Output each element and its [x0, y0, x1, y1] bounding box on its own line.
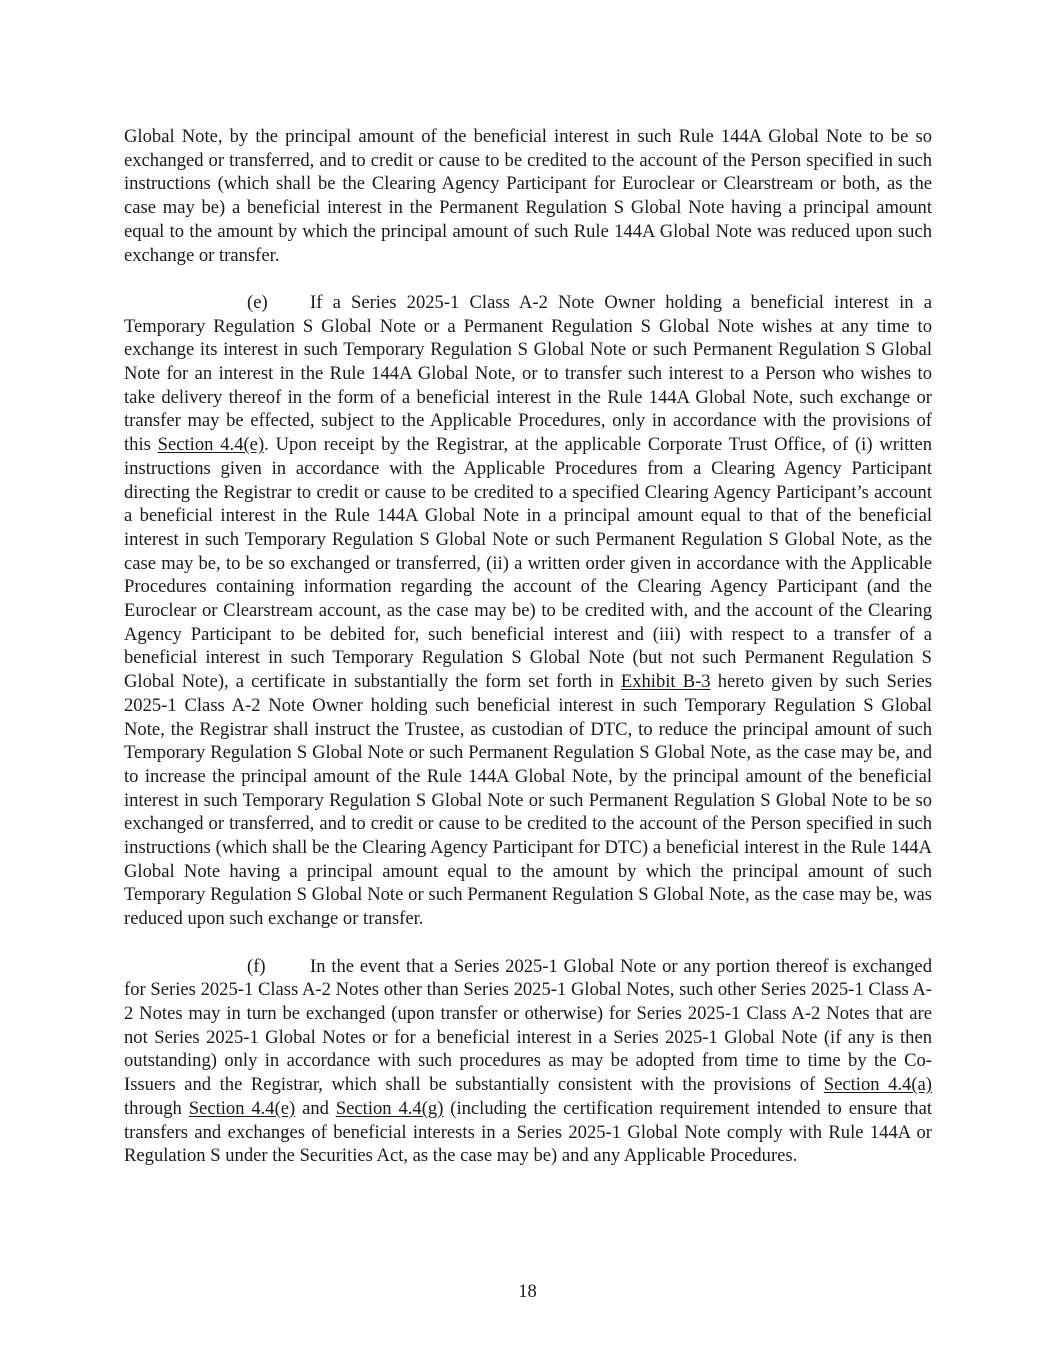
section-reference-4-4-g: Section 4.4(g) — [335, 1097, 444, 1119]
paragraph-e — [124, 291, 932, 931]
paragraph-text: through — [124, 1097, 189, 1119]
clause-label-e: (e) — [247, 291, 268, 313]
paragraph-text: If a Series 2025-1 Class A-2 Note Owner holding a beneficial interest in a Temporary Regulation S Global Note or a Permanent Regulation S Global Note wishes at any time to exchange its interest in such Temporary Regulation S Global Note or such Permanent Regulation S Global Note for an interest in the Rule 144A Global Note, or to transfer such interest to a Person who wishes to take delivery thereof in the form of a beneficial interest in the Rule 144A Global Note, such exchange or transfer may be effected, subject to the Applicable Procedures, only in accordance with the provisions of this — [124, 291, 932, 456]
paragraph-text: . Upon receipt by the Registrar, at the applicable Corporate Trust Office, of (i) written instructions given in accordance with the Applicable Procedures from a Clearing Agency Participant directing the Registrar to credit or cause to be credited to a specified Clearing Agency Participant’s account a beneficial interest in the Rule 144A Global Note in a principal amount equal to that of the beneficial interest in such Temporary Regulation S Global Note or such Permanent Regulation S Global Note, as the case may be, to be so exchanged or transferred, (ii) a written order given in accordance with the Applicable Procedures containing information regarding the account of the Clearing Agency Participant (and the Euroclear or Clearstream account, as the case may be) to be credited with, and the account of the Clearing Agency Participant to be debited for, such beneficial interest and (iii) with respect to a transfer of a beneficial interest in such Temporary Regulation S Global Note (but not such Permanent Regulation S Global Note), a certificate in substantially the form set forth in — [124, 434, 932, 693]
exhibit-reference-b-3: Exhibit B-3 — [620, 671, 711, 693]
section-reference-4-4-e: Section 4.4(e) — [188, 1097, 296, 1119]
section-reference-4-4-e: Section 4.4(e) — [157, 434, 265, 456]
clause-label-f: (f) — [247, 955, 266, 977]
page-number: 18 — [518, 1281, 537, 1302]
paragraph-text: (including the certification requirement intended to ensure that transfers and exchanges of beneficial interests in a Series 2025-1 Global Note comply with Rule 144A or Regulation S under the Securities Act, as the case may be) and any Applicable Procedures. — [124, 1097, 932, 1167]
paragraph-text: In the event that a Series 2025-1 Global Note or any portion thereof is exchanged for Series 2025-1 Class A-2 Notes other than Series 2025-1 Global Notes, such other Series 2025-1 Class A-2 Notes may in turn be exchanged (upon transfer or otherwise) for Series 2025-1 Class A-2 Notes that are not Series 2025-1 Global Notes or for a beneficial interest in a Series 2025-1 Global Note (if any is then outstanding) only in accordance with such procedures as may be adopted from time to time by the Co-Issuers and the Registrar, which shall be substantially consistent with the provisions of — [124, 955, 932, 1096]
document-body — [124, 125, 932, 1192]
section-reference-4-4-a: Section 4.4(a) — [823, 1074, 932, 1096]
paragraph-text: and — [295, 1097, 336, 1119]
paragraph-continuation — [124, 125, 932, 267]
paragraph-text: hereto given by such Series 2025-1 Class A-2 Note Owner holding such beneficial interest in such Temporary Regulation S Global Note, the Registrar shall instruct the Trustee, as custodian of DTC, to reduce the principal amount of such Temporary Regulation S Global Note or such Permanent Regulation S Global Note, as the case may be, and to increase the principal amount of the Rule 144A Global Note, by the principal amount of the beneficial interest in such Temporary Regulation S Global Note or such Permanent Regulation S Global Note to be so exchanged or transferred, and to credit or cause to be credited to the account of the Person specified in such instructions (which shall be the Clearing Agency Participant for DTC) a beneficial interest in the Rule 144A Global Note having a principal amount equal to the amount by which the principal amount of such Temporary Regulation S Global Note or such Permanent Regulation S Global Note, as the case may be, was reduced upon such exchange or transfer. — [124, 671, 932, 930]
paragraph-f — [124, 955, 932, 1168]
paragraph-text: Global Note, by the principal amount of the beneficial interest in such Rule 144A Global Note to be so exchanged or transferred, and to credit or cause to be credited to the account of the Person specified in such instructions (which shall be the Clearing Agency Participant for Euroclear or Clearstream or both, as the case may be) a beneficial interest in the Permanent Regulation S Global Note having a principal amount equal to the amount by which the principal amount of such Rule 144A Global Note was reduced upon such exchange or transfer. — [124, 126, 932, 266]
